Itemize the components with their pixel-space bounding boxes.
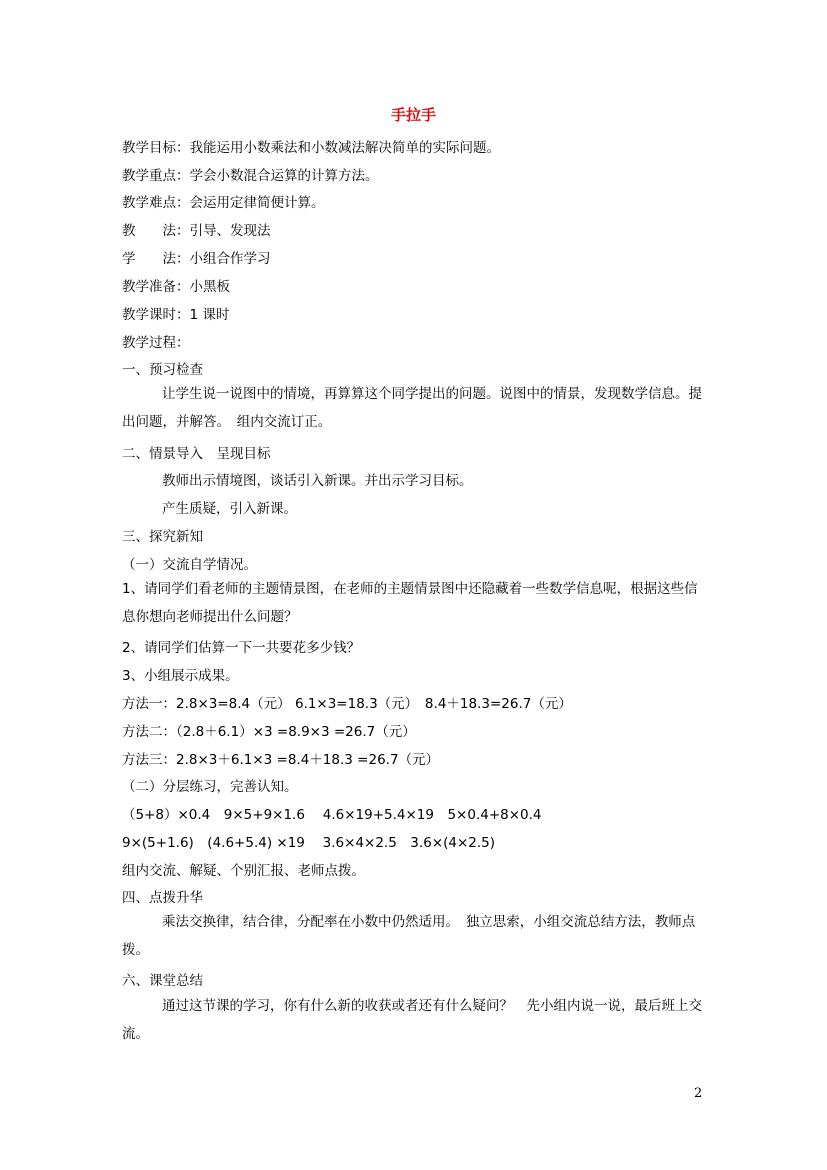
teaching-process: 教学过程： xyxy=(122,335,190,351)
exercise-row-1: （5+8）×0.4 9×5+9×1.6 4.6×19+5.4×19 5×0.4+8×0.4 xyxy=(122,807,542,823)
section-4-paragraph: 乘法交换律，结合律，分配率在小数中仍然适用。 独立思索，小组交流总结方法，教师点拨。 xyxy=(122,914,696,958)
method-1: 方法一：2.8×3=8.4（元） 6.1×3=18.3（元） 8.4＋18.3=26.7（元） xyxy=(122,696,572,712)
section-3-subheading-2: （二）分层练习，完善认知。 xyxy=(122,779,298,795)
exercise-row-2: 9×(5+1.6) (4.6+5.4) ×19 3.6×4×2.5 3.6×(4×2.5) xyxy=(122,835,495,851)
teaching-focus: 教学重点：学会小数混合运算的计算方法。 xyxy=(122,168,379,184)
teaching-hours: 教学课时：1 课时 xyxy=(122,307,230,323)
page-number: 2 xyxy=(694,1086,703,1101)
teaching-difficulty: 教学难点：会运用定律简便计算。 xyxy=(122,195,325,211)
teaching-method: 教 法：引导、发现法 xyxy=(122,223,271,239)
section-3-subheading-1: （一）交流自学情况。 xyxy=(122,557,257,573)
section-6-heading: 六、课堂总结 xyxy=(122,973,203,989)
question-2: 2、请同学们估算一下一共要花多少钱？ xyxy=(122,640,361,656)
section-1-heading: 一、预习检查 xyxy=(122,362,203,378)
section-3-heading: 三、探究新知 xyxy=(122,529,203,545)
teaching-goal: 教学目标：我能运用小数乘法和小数减法解决简单的实际问题。 xyxy=(122,140,500,156)
document-title: 手拉手 xyxy=(390,106,436,124)
question-3: 3、小组展示成果。 xyxy=(122,668,239,684)
section-4-heading: 四、点拨升华 xyxy=(122,890,203,906)
section-1-paragraph: 让学生说一说图中的情境，再算算这个同学提出的问题。说图中的情景，发现数学信息。提出问题，并解答。 组内交流订正。 xyxy=(122,386,702,430)
method-3: 方法三：2.8×3＋6.1×3 =8.4＋18.3 =26.7（元） xyxy=(122,752,440,768)
question-1: 1、请同学们看老师的主题情景图，在老师的主题情景图中还隐藏着一些数学信息呢，根据这些信息你想向老师提出什么问题？ xyxy=(122,581,698,625)
method-2: 方法二：（2.8＋6.1）×3 =8.9×3 =26.7（元） xyxy=(122,724,416,740)
section-2-paragraph-1: 教师出示情境图，谈话引入新课。并出示学习目标。 xyxy=(162,473,473,489)
teaching-preparation: 教学准备：小黑板 xyxy=(122,279,230,295)
exercise-summary: 组内交流、解疑、个别汇报、老师点拨。 xyxy=(122,863,365,879)
section-2-heading: 二、情景导入 呈现目标 xyxy=(122,446,271,462)
section-2-paragraph-2: 产生质疑，引入新课。 xyxy=(162,501,297,517)
learning-method: 学 法：小组合作学习 xyxy=(122,251,271,267)
section-6-paragraph: 通过这节课的学习，你有什么新的收获或者还有什么疑问？ 先小组内说一说，最后班上交流。 xyxy=(122,998,702,1042)
